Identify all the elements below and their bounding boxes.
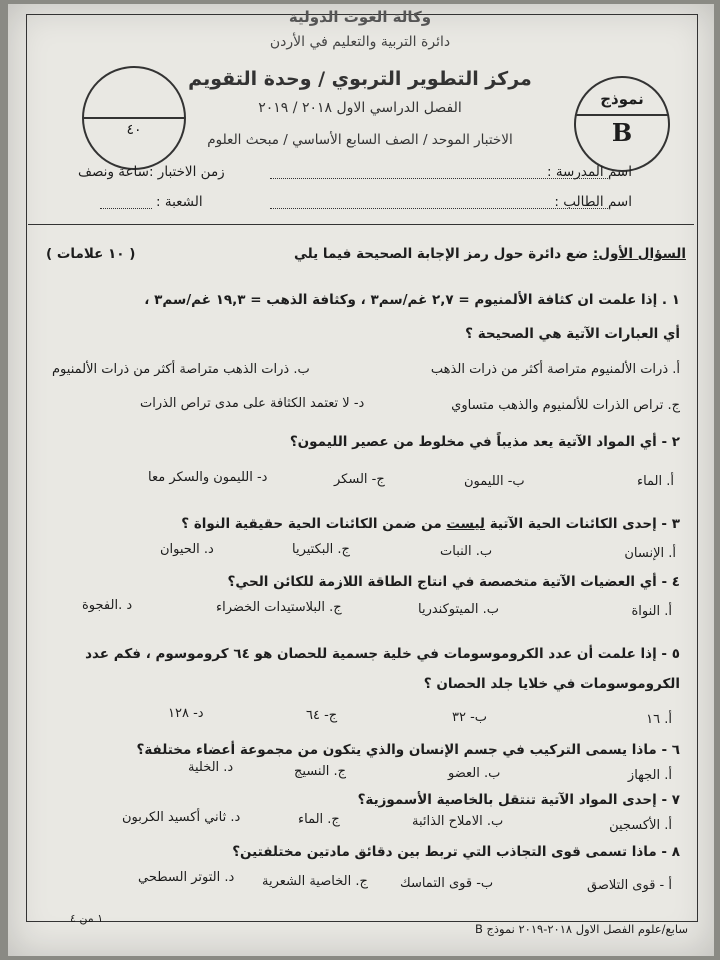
question-5-stem: ٥ - إذا علمت أن عدد الكروموسومات في خلية جسمية للحصان هو ٦٤ كروموسوم ، فكم عدد [85,646,680,662]
q4-option-a[interactable]: أ. النواة [631,604,672,619]
question-3-stem [181,516,680,532]
center-name: مركز التطوير التربوي / وحدة التقويم [188,68,532,90]
q4-option-b[interactable]: ب. الميتوكندريا [418,602,499,617]
q5-option-c[interactable]: ج- ٦٤ [306,708,338,723]
q3-option-d[interactable]: د. الحيوان [160,542,214,557]
section-field[interactable] [100,208,152,209]
question-3-negation: ليست [446,516,485,532]
model-divider [576,114,668,116]
question-7-stem: ٧ - إحدى المواد الآتية تنتقل بالخاصية الأسموزية؟ [357,792,680,808]
q5-option-a[interactable]: أ. ١٦ [646,712,672,727]
q1-option-c[interactable]: ج. تراص الذرات للألمنيوم والذهب متساوي [451,398,680,413]
q8-option-a[interactable]: أ - قوى التلاصق [587,878,672,893]
section-marks: ( ١٠ علامات ) [46,246,136,262]
section-instruction: ضع دائرة حول رمز الإجابة الصحيحة فيما يلي [293,246,589,262]
section-label: الشعبة : [156,194,203,210]
section-title: السؤال الأول: [592,246,686,262]
q3-option-a[interactable]: أ. الإنسان [624,546,676,561]
question-5-stem2: الكروموسومات في خلايا جلد الحصان ؟ [423,676,680,692]
question-3-stem-b: من ضمن الكائنات الحية حقيقية النواة ؟ [181,516,442,532]
department-name: دائرة التربية والتعليم في الأردن [269,34,451,50]
score-circle [82,66,186,170]
q1-option-d[interactable]: د- لا تعتمد الكثافة على مدى تراص الذرات [140,396,365,411]
agency-name: وكالة الغوث الدولية [288,8,432,26]
question-2-stem: ٢ - أي المواد الآتية يعد مذيباً في مخلوط من عصير الليمون؟ [289,434,680,450]
q3-option-c[interactable]: ج. البكتيريا [292,542,350,557]
q6-option-d[interactable]: د. الخلية [188,760,234,775]
q8-option-c[interactable]: ج. الخاصية الشعرية [262,874,368,889]
model-letter: B [611,118,633,147]
score-total: ٤٠ [126,122,142,138]
footer-label: سابع/علوم الفصل الاول ٢٠١٨-٢٠١٩ نموذج B [474,922,688,936]
section-heading [294,246,686,262]
q7-option-b[interactable]: ب. الاملاح الذائبة [412,814,504,829]
student-label: اسم الطالب : [554,194,632,210]
question-6-stem: ٦ - ماذا يسمى التركيب في جسم الإنسان والذي يتكون من مجموعة أعضاء مختلفة؟ [136,742,680,758]
time-label: زمن الاختبار :ساعة ونصف [78,164,225,180]
question-1-stem2: أي العبارات الآتية هي الصحيحة ؟ [465,326,680,342]
score-divider [84,117,184,119]
model-label: نموذج [600,90,644,108]
header-divider [28,224,694,225]
q6-option-a[interactable]: أ. الجهاز [627,768,672,783]
question-1-stem: ١ . إذا علمت ان كثافة الألمنيوم = ٢,٧ غم/سم٣ ، وكثافة الذهب = ١٩,٣ غم/سم٣ ، [144,292,680,308]
q3-option-b[interactable]: ب. النبات [440,544,493,559]
q8-option-b[interactable]: ب- قوى التماسك [400,876,494,891]
question-8-stem: ٨ - ماذا تسمى قوى التجاذب التي تربط بين دقائق مادتين مختلفتين؟ [232,844,680,860]
q8-option-d[interactable]: د. التوتر السطحي [138,870,235,885]
q2-option-a[interactable]: أ. الماء [636,474,674,489]
q5-option-d[interactable]: د- ١٢٨ [168,706,204,721]
q4-option-c[interactable]: ج. البلاستيدات الخضراء [216,600,342,615]
q4-option-d[interactable]: د .الفجوة [82,598,133,613]
q7-option-a[interactable]: أ. الأكسجين [609,818,672,833]
q6-option-b[interactable]: ب. العضو [448,766,501,781]
q7-option-c[interactable]: ج. الماء [298,812,340,827]
model-stamp [574,76,670,172]
school-label: اسم المدرسة : [546,164,632,180]
semester-line: الفصل الدراسي الاول ٢٠١٨ / ٢٠١٩ [258,100,462,116]
school-field[interactable] [270,178,610,179]
question-3-stem-a: ٣ - إحدى الكائنات الحية الآتية [489,516,680,532]
q2-option-b[interactable]: ب- الليمون [464,474,525,489]
question-4-stem: ٤ - أي العضيات الآتية متخصصة في انتاج الطاقة اللازمة للكائن الحي؟ [227,574,680,590]
q2-option-c[interactable]: ج- السكر [334,472,385,487]
q7-option-d[interactable]: د. ثاني أكسيد الكربون [122,810,241,825]
student-field[interactable] [270,208,610,209]
q5-option-b[interactable]: ب- ٣٢ [452,710,488,725]
exam-title: الاختبار الموحد / الصف السابع الأساسي / مبحث العلوم [207,132,513,148]
q2-option-d[interactable]: د- الليمون والسكر معا [148,470,268,485]
q1-option-a[interactable]: أ. ذرات الألمنيوم متراصة أكثر من ذرات الذهب [430,362,680,377]
q6-option-c[interactable]: ج. النسيج [294,764,347,779]
q1-option-b[interactable]: ب. ذرات الذهب متراصة أكثر من ذرات الألمنيوم [52,362,310,377]
page-number: ١ من ٤ [70,912,104,925]
